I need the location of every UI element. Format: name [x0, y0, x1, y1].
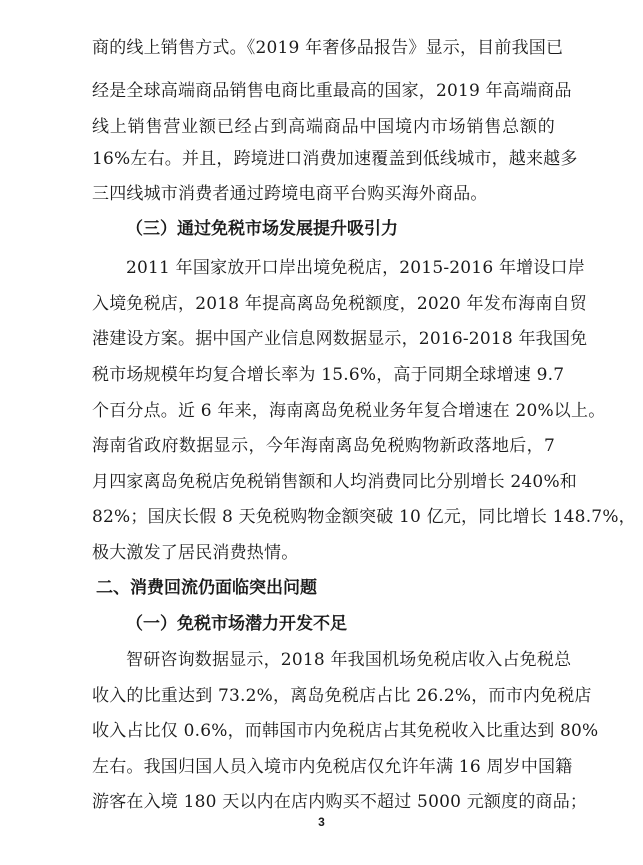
text-line: 左右。我国归国人员入境市内免税店仅允许年满 16 周岁中国籍 — [92, 757, 573, 777]
page-number: 3 — [318, 815, 325, 829]
text-line: 税市场规模年均复合增长率为 15.6%，高于同期全球增速 9.7 — [92, 365, 565, 385]
text-line: 三四线城市消费者通过跨境电商平台购买海外商品。 — [92, 184, 488, 204]
text-line: 2011 年国家放开口岸出境免税店，2015-2016 年增设口岸 — [126, 258, 585, 278]
section-heading: 二、消费回流仍面临突出问题 — [96, 578, 317, 598]
text-line: 收入的比重达到 73.2%，离岛免税店占比 26.2%，而市内免税店 — [92, 686, 592, 706]
text-line: 商的线上销售方式。《2019 年奢侈品报告》显示，目前我国已 — [92, 38, 564, 58]
text-line: 游客在入境 180 天以内在店内购买不超过 5000 元额度的商品； — [92, 792, 588, 812]
text-line: 16%左右。并且，跨境进口消费加速覆盖到低线城市，越来越多 — [92, 149, 578, 169]
text-line: 收入占比仅 0.6%，而韩国市内免税店占其免税收入比重达到 80% — [92, 721, 599, 741]
text-line: 线上销售营业额已经占到高端商品中国境内市场销售总额的 — [92, 117, 555, 137]
text-line: 海南省政府数据显示，今年海南离岛免税购物新政落地后，7 — [92, 436, 555, 456]
text-line: 经是全球高端商品销售电商比重最高的国家，2019 年高端商品 — [92, 81, 572, 101]
text-line: 82%；国庆长假 8 天免税购物金额突破 10 亿元，同比增长 148.7%， — [92, 507, 636, 527]
text-line: 智研咨询数据显示，2018 年我国机场免税店收入占免税总 — [126, 650, 572, 670]
text-line: 月四家离岛免税店免税销售额和人均消费同比分别增长 240%和 — [92, 472, 578, 492]
text-line: 极大激发了居民消费热情。 — [92, 543, 299, 563]
subsection-heading: （三）通过免税市场发展提升吸引力 — [126, 219, 398, 239]
subsection-heading: （一）免税市场潜力开发不足 — [126, 614, 347, 634]
text-line: 港建设方案。据中国产业信息网数据显示，2016-2018 年我国免 — [92, 329, 588, 349]
text-line: 个百分点。近 6 年来，海南离岛免税业务年复合增速在 20%以上。 — [92, 401, 606, 421]
text-line: 入境免税店，2018 年提高离岛免税额度，2020 年发布海南自贸 — [92, 294, 587, 314]
